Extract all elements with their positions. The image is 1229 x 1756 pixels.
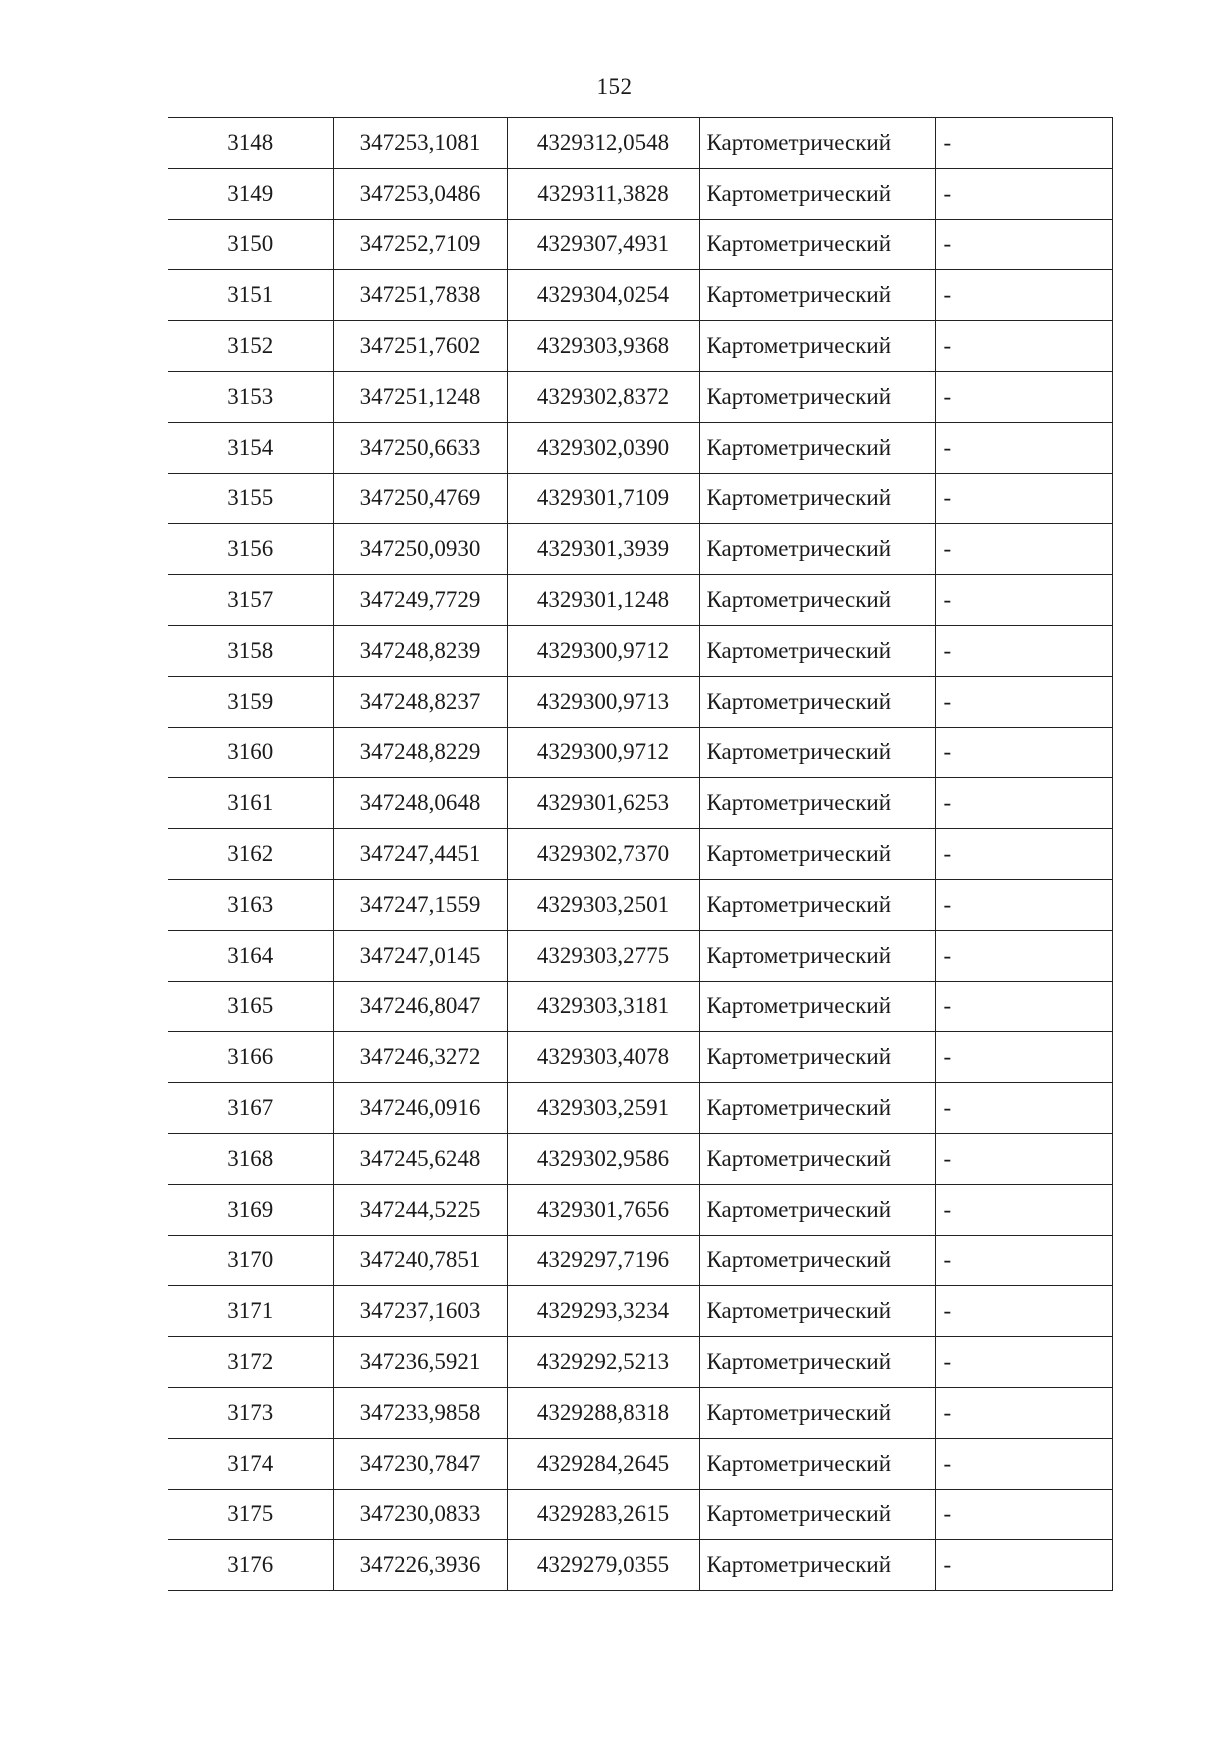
point-number-cell: 3163	[168, 879, 333, 930]
table-row	[168, 727, 1112, 778]
note-cell: -	[935, 118, 1112, 169]
y-coordinate-cell: 4329292,5213	[507, 1337, 699, 1388]
y-coordinate-cell: 4329284,2645	[507, 1438, 699, 1489]
x-coordinate-cell: 347251,7838	[333, 270, 507, 321]
note-cell: -	[935, 829, 1112, 880]
y-coordinate-cell: 4329293,3234	[507, 1286, 699, 1337]
note-cell: -	[935, 1083, 1112, 1134]
method-cell: Картометрический	[699, 1438, 935, 1489]
point-number-cell: 3153	[168, 371, 333, 422]
table-row	[168, 422, 1112, 473]
note-cell: -	[935, 321, 1112, 372]
y-coordinate-cell: 4329303,2501	[507, 879, 699, 930]
y-coordinate-cell: 4329303,3181	[507, 981, 699, 1032]
y-coordinate-cell: 4329300,9713	[507, 676, 699, 727]
x-coordinate-cell: 347247,0145	[333, 930, 507, 981]
note-cell: -	[935, 778, 1112, 829]
note-cell: -	[935, 879, 1112, 930]
point-number-cell: 3154	[168, 422, 333, 473]
method-cell: Картометрический	[699, 321, 935, 372]
method-cell: Картометрический	[699, 727, 935, 778]
point-number-cell: 3164	[168, 930, 333, 981]
method-cell: Картометрический	[699, 1540, 935, 1591]
point-number-cell: 3166	[168, 1032, 333, 1083]
y-coordinate-cell: 4329300,9712	[507, 727, 699, 778]
y-coordinate-cell: 4329297,7196	[507, 1235, 699, 1286]
table-row	[168, 625, 1112, 676]
table-row	[168, 168, 1112, 219]
note-cell: -	[935, 1133, 1112, 1184]
y-coordinate-cell: 4329303,4078	[507, 1032, 699, 1083]
x-coordinate-cell: 347251,7602	[333, 321, 507, 372]
method-cell: Картометрический	[699, 829, 935, 880]
y-coordinate-cell: 4329288,8318	[507, 1387, 699, 1438]
y-coordinate-cell: 4329301,3939	[507, 524, 699, 575]
table-row	[168, 371, 1112, 422]
method-cell: Картометрический	[699, 1133, 935, 1184]
method-cell: Картометрический	[699, 168, 935, 219]
table-row	[168, 1235, 1112, 1286]
table-row	[168, 1133, 1112, 1184]
table-row	[168, 118, 1112, 169]
method-cell: Картометрический	[699, 1489, 935, 1540]
y-coordinate-cell: 4329303,2775	[507, 930, 699, 981]
x-coordinate-cell: 347240,7851	[333, 1235, 507, 1286]
method-cell: Картометрический	[699, 1184, 935, 1235]
y-coordinate-cell: 4329307,4931	[507, 219, 699, 270]
x-coordinate-cell: 347247,4451	[333, 829, 507, 880]
y-coordinate-cell: 4329303,2591	[507, 1083, 699, 1134]
point-number-cell: 3175	[168, 1489, 333, 1540]
x-coordinate-cell: 347237,1603	[333, 1286, 507, 1337]
table-row	[168, 524, 1112, 575]
note-cell: -	[935, 676, 1112, 727]
y-coordinate-cell: 4329283,2615	[507, 1489, 699, 1540]
note-cell: -	[935, 575, 1112, 626]
x-coordinate-cell: 347230,0833	[333, 1489, 507, 1540]
table-row	[168, 930, 1112, 981]
method-cell: Картометрический	[699, 1387, 935, 1438]
note-cell: -	[935, 1235, 1112, 1286]
table-row	[168, 1083, 1112, 1134]
x-coordinate-cell: 347249,7729	[333, 575, 507, 626]
method-cell: Картометрический	[699, 1286, 935, 1337]
table-row	[168, 879, 1112, 930]
method-cell: Картометрический	[699, 1032, 935, 1083]
note-cell: -	[935, 1286, 1112, 1337]
method-cell: Картометрический	[699, 371, 935, 422]
method-cell: Картометрический	[699, 524, 935, 575]
x-coordinate-cell: 347246,0916	[333, 1083, 507, 1134]
x-coordinate-cell: 347248,8239	[333, 625, 507, 676]
x-coordinate-cell: 347245,6248	[333, 1133, 507, 1184]
note-cell: -	[935, 1540, 1112, 1591]
x-coordinate-cell: 347233,9858	[333, 1387, 507, 1438]
table-row	[168, 219, 1112, 270]
y-coordinate-cell: 4329301,7656	[507, 1184, 699, 1235]
x-coordinate-cell: 347253,0486	[333, 168, 507, 219]
y-coordinate-cell: 4329300,9712	[507, 625, 699, 676]
page-number: 152	[596, 74, 633, 99]
method-cell: Картометрический	[699, 778, 935, 829]
x-coordinate-cell: 347250,0930	[333, 524, 507, 575]
y-coordinate-cell: 4329304,0254	[507, 270, 699, 321]
method-cell: Картометрический	[699, 1337, 935, 1388]
point-number-cell: 3162	[168, 829, 333, 880]
table-row	[168, 1032, 1112, 1083]
table-row	[168, 778, 1112, 829]
note-cell: -	[935, 219, 1112, 270]
x-coordinate-cell: 347248,8237	[333, 676, 507, 727]
point-number-cell: 3160	[168, 727, 333, 778]
table-row	[168, 321, 1112, 372]
note-cell: -	[935, 625, 1112, 676]
x-coordinate-cell: 347244,5225	[333, 1184, 507, 1235]
note-cell: -	[935, 981, 1112, 1032]
note-cell: -	[935, 930, 1112, 981]
point-number-cell: 3170	[168, 1235, 333, 1286]
table-row	[168, 1286, 1112, 1337]
point-number-cell: 3174	[168, 1438, 333, 1489]
coordinates-table-body	[168, 118, 1112, 1591]
point-number-cell: 3161	[168, 778, 333, 829]
note-cell: -	[935, 1032, 1112, 1083]
point-number-cell: 3173	[168, 1387, 333, 1438]
table-row	[168, 981, 1112, 1032]
point-number-cell: 3165	[168, 981, 333, 1032]
table-row	[168, 1387, 1112, 1438]
table-row	[168, 270, 1112, 321]
x-coordinate-cell: 347252,7109	[333, 219, 507, 270]
method-cell: Картометрический	[699, 676, 935, 727]
y-coordinate-cell: 4329301,7109	[507, 473, 699, 524]
note-cell: -	[935, 371, 1112, 422]
point-number-cell: 3158	[168, 625, 333, 676]
method-cell: Картометрический	[699, 930, 935, 981]
point-number-cell: 3167	[168, 1083, 333, 1134]
y-coordinate-cell: 4329301,6253	[507, 778, 699, 829]
method-cell: Картометрический	[699, 981, 935, 1032]
point-number-cell: 3159	[168, 676, 333, 727]
method-cell: Картометрический	[699, 118, 935, 169]
x-coordinate-cell: 347250,6633	[333, 422, 507, 473]
table-row	[168, 1489, 1112, 1540]
x-coordinate-cell: 347246,3272	[333, 1032, 507, 1083]
note-cell: -	[935, 1387, 1112, 1438]
method-cell: Картометрический	[699, 270, 935, 321]
x-coordinate-cell: 347247,1559	[333, 879, 507, 930]
note-cell: -	[935, 1184, 1112, 1235]
point-number-cell: 3169	[168, 1184, 333, 1235]
method-cell: Картометрический	[699, 1083, 935, 1134]
y-coordinate-cell: 4329312,0548	[507, 118, 699, 169]
note-cell: -	[935, 168, 1112, 219]
x-coordinate-cell: 347248,8229	[333, 727, 507, 778]
point-number-cell: 3150	[168, 219, 333, 270]
note-cell: -	[935, 422, 1112, 473]
note-cell: -	[935, 727, 1112, 778]
y-coordinate-cell: 4329302,8372	[507, 371, 699, 422]
table-row	[168, 1540, 1112, 1591]
note-cell: -	[935, 473, 1112, 524]
point-number-cell: 3148	[168, 118, 333, 169]
y-coordinate-cell: 4329302,0390	[507, 422, 699, 473]
table-row	[168, 829, 1112, 880]
method-cell: Картометрический	[699, 219, 935, 270]
y-coordinate-cell: 4329302,7370	[507, 829, 699, 880]
point-number-cell: 3171	[168, 1286, 333, 1337]
table-row	[168, 575, 1112, 626]
point-number-cell: 3172	[168, 1337, 333, 1388]
note-cell: -	[935, 524, 1112, 575]
method-cell: Картометрический	[699, 879, 935, 930]
note-cell: -	[935, 1438, 1112, 1489]
x-coordinate-cell: 347230,7847	[333, 1438, 507, 1489]
note-cell: -	[935, 1489, 1112, 1540]
y-coordinate-cell: 4329279,0355	[507, 1540, 699, 1591]
point-number-cell: 3152	[168, 321, 333, 372]
x-coordinate-cell: 347250,4769	[333, 473, 507, 524]
note-cell: -	[935, 1337, 1112, 1388]
y-coordinate-cell: 4329301,1248	[507, 575, 699, 626]
x-coordinate-cell: 347248,0648	[333, 778, 507, 829]
point-number-cell: 3155	[168, 473, 333, 524]
y-coordinate-cell: 4329303,9368	[507, 321, 699, 372]
x-coordinate-cell: 347253,1081	[333, 118, 507, 169]
table-row	[168, 473, 1112, 524]
table-row	[168, 1184, 1112, 1235]
x-coordinate-cell: 347251,1248	[333, 371, 507, 422]
note-cell: -	[935, 270, 1112, 321]
table-row	[168, 676, 1112, 727]
method-cell: Картометрический	[699, 422, 935, 473]
method-cell: Картометрический	[699, 625, 935, 676]
point-number-cell: 3149	[168, 168, 333, 219]
x-coordinate-cell: 347226,3936	[333, 1540, 507, 1591]
x-coordinate-cell: 347236,5921	[333, 1337, 507, 1388]
point-number-cell: 3157	[168, 575, 333, 626]
point-number-cell: 3151	[168, 270, 333, 321]
x-coordinate-cell: 347246,8047	[333, 981, 507, 1032]
method-cell: Картометрический	[699, 1235, 935, 1286]
table-row	[168, 1337, 1112, 1388]
y-coordinate-cell: 4329311,3828	[507, 168, 699, 219]
y-coordinate-cell: 4329302,9586	[507, 1133, 699, 1184]
table-row	[168, 1438, 1112, 1489]
point-number-cell: 3156	[168, 524, 333, 575]
method-cell: Картометрический	[699, 575, 935, 626]
point-number-cell: 3168	[168, 1133, 333, 1184]
method-cell: Картометрический	[699, 473, 935, 524]
coordinates-table	[168, 117, 1113, 1591]
point-number-cell: 3176	[168, 1540, 333, 1591]
